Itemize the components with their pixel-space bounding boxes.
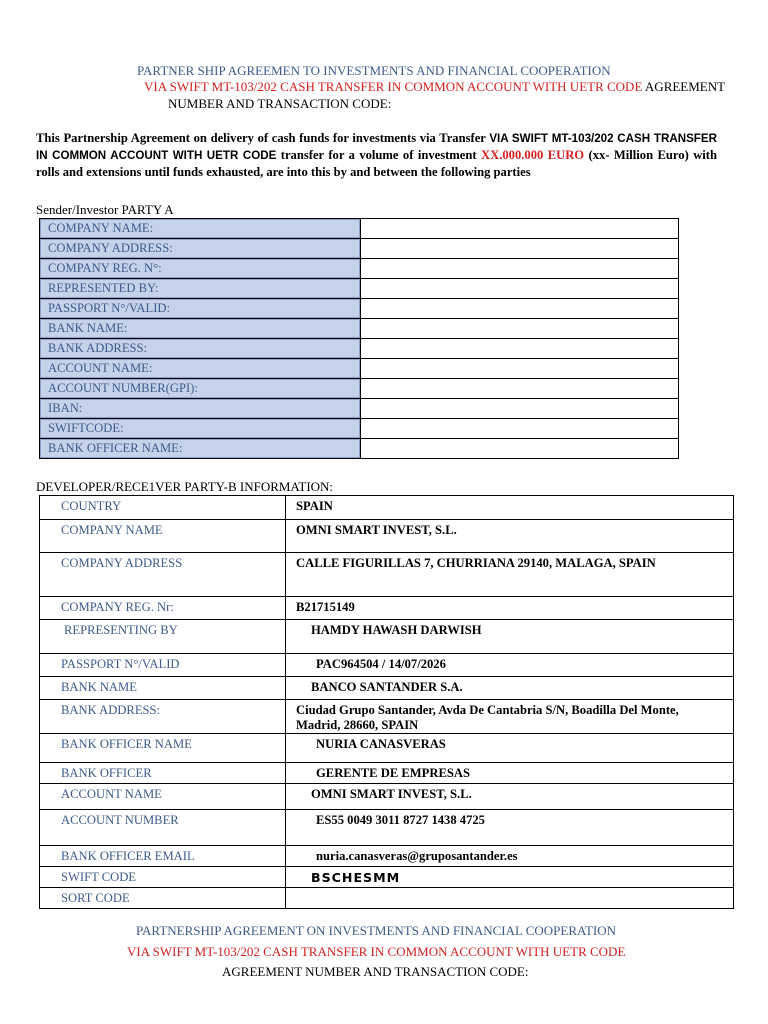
party-a-label: COMPANY ADDRESS: [40,239,361,259]
party-b-label: ACCOUNT NAME [40,784,286,810]
party-b-value: HAMDY HAWASH DARWISH [286,620,734,654]
party-a-label: IBAN: [40,399,361,419]
header-title-line2-black: AGREEMENT [642,79,726,94]
party-b-label: COMPANY NAME [40,520,286,553]
party-b-row [40,496,734,520]
party-a-value [361,299,679,319]
footer-title-line1: PARTNERSHIP AGREEMENT ON INVESTMENTS AND FINANCIAL COOPERATION [136,923,617,938]
party-b-value: nuria.canasveras@gruposantander.es [286,846,734,867]
party-b-label: REPRESENTING BY [40,620,286,654]
party-b-value: BANCO SANTANDER S.A. [286,677,734,700]
party-b-title: DEVELOPER/RECE1VER PARTY-B INFORMATION: [36,479,334,494]
party-b-label: PASSPORT N°/VALID [40,654,286,677]
party-b-value: CALLE FIGURILLAS 7, CHURRIANA 29140, MALAGA, SPAIN [286,553,734,597]
party-a-row [40,419,679,439]
party-b-row [40,734,734,763]
party-b-label: SORT CODE [40,888,286,909]
party-b-row [40,677,734,700]
intro-part1: This Partnership Agreement on delivery of cash funds for investments via Transfer [36,131,490,145]
party-a-row [40,239,679,259]
intro-part4: (xx- Million Euro) with rolls and extensions until funds exhausted, are into this by and between the following parties [36,148,717,179]
party-a-row [40,399,679,419]
intro-part2: VIA SWIFT MT-103/202 CASH TRANSFER IN COMMON ACCOUNT WITH UETR CODE [36,132,717,162]
party-b-row [40,553,734,597]
party-a-value [361,259,679,279]
party-a-row [40,279,679,299]
header-title-line2 [144,79,725,95]
party-b-row [40,846,734,867]
party-b-table [39,495,734,909]
party-b-value: NURIA CANASVERAS [286,734,734,763]
party-a-value [361,319,679,339]
party-b-value: SPAIN [286,496,734,520]
party-a-value [361,339,679,359]
party-b-row [40,620,734,654]
party-b-label: BANK OFFICER [40,763,286,784]
party-b-row [40,654,734,677]
party-a-value [361,379,679,399]
party-a-value [361,279,679,299]
intro-paragraph [36,130,717,181]
party-a-row [40,319,679,339]
party-b-label: BANK OFFICER NAME [40,734,286,763]
party-b-row [40,700,734,734]
party-a-row [40,379,679,399]
party-b-row [40,867,734,888]
party-a-label: COMPANY REG. N°: [40,259,361,279]
party-b-value: B21715149 [286,597,734,620]
party-b-value: OMNI SMART INVEST, S.L. [286,784,734,810]
party-b-value: GERENTE DE EMPRESAS [286,763,734,784]
party-a-value [361,419,679,439]
party-a-row [40,259,679,279]
party-b-label: ACCOUNT NUMBER [40,810,286,846]
header-title-line1: PARTNER SHIP AGREEMEN TO INVESTMENTS AND FINANCIAL COOPERATION [137,63,611,78]
party-a-row [40,359,679,379]
party-b-row [40,597,734,620]
party-a-label: SWIFTCODE: [40,419,361,439]
party-b-label: BANK OFFICER EMAIL [40,846,286,867]
header-title-line3: NUMBER AND TRANSACTION CODE: [168,96,392,111]
party-b-value: Ciudad Grupo Santander, Avda De Cantabria S/N, Boadilla Del Monte, Madrid, 28660, SPAIN [286,700,734,734]
party-a-label: BANK OFFICER NAME: [40,439,361,459]
party-b-label: COUNTRY [40,496,286,520]
party-a-table [39,218,679,459]
party-a-value [361,219,679,239]
party-b-row [40,763,734,784]
party-a-label: BANK ADDRESS: [40,339,361,359]
party-b-row [40,810,734,846]
party-a-value [361,399,679,419]
party-a-row [40,219,679,239]
party-a-title: Sender/Investor PARTY A [36,202,174,217]
header-title-line2-red: VIA SWIFT MT-103/202 CASH TRANSFER IN COMMON ACCOUNT WITH UETR CODE [144,79,643,94]
party-a-label: COMPANY NAME: [40,219,361,239]
party-b-label: COMPANY REG. Nr: [40,597,286,620]
party-b-value: OMNI SMART INVEST, S.L. [286,520,734,553]
party-b-value: PAC964504 / 14/07/2026 [286,654,734,677]
party-a-row [40,339,679,359]
footer-title-line2: VIA SWIFT MT-103/202 CASH TRANSFER IN COMMON ACCOUNT WITH UETR CODE [127,944,626,959]
party-b-row [40,888,734,909]
party-a-value [361,439,679,459]
party-b-label: BANK NAME [40,677,286,700]
party-a-label: ACCOUNT NUMBER(GPI): [40,379,361,399]
party-b-value: ES55 0049 3011 8727 1438 4725 [286,810,734,846]
intro-part3: transfer for a volume of investment [276,148,482,162]
party-a-row [40,299,679,319]
intro-amount: XX.000.000 EURO [481,148,585,162]
party-b-row [40,520,734,553]
party-b-value: BSCHESMM [286,867,734,888]
party-b-label: COMPANY ADDRESS [40,553,286,597]
party-a-row [40,439,679,459]
party-b-label: BANK ADDRESS: [40,700,286,734]
party-a-label: REPRESENTED BY: [40,279,361,299]
footer-title-line3: AGREEMENT NUMBER AND TRANSACTION CODE: [222,964,529,979]
party-b-row [40,784,734,810]
party-a-label: BANK NAME: [40,319,361,339]
party-a-label: PASSPORT N°/VALID: [40,299,361,319]
party-a-value [361,359,679,379]
party-a-label: ACCOUNT NAME: [40,359,361,379]
party-a-value [361,239,679,259]
party-b-label: SWIFT CODE [40,867,286,888]
party-b-value [286,888,734,909]
